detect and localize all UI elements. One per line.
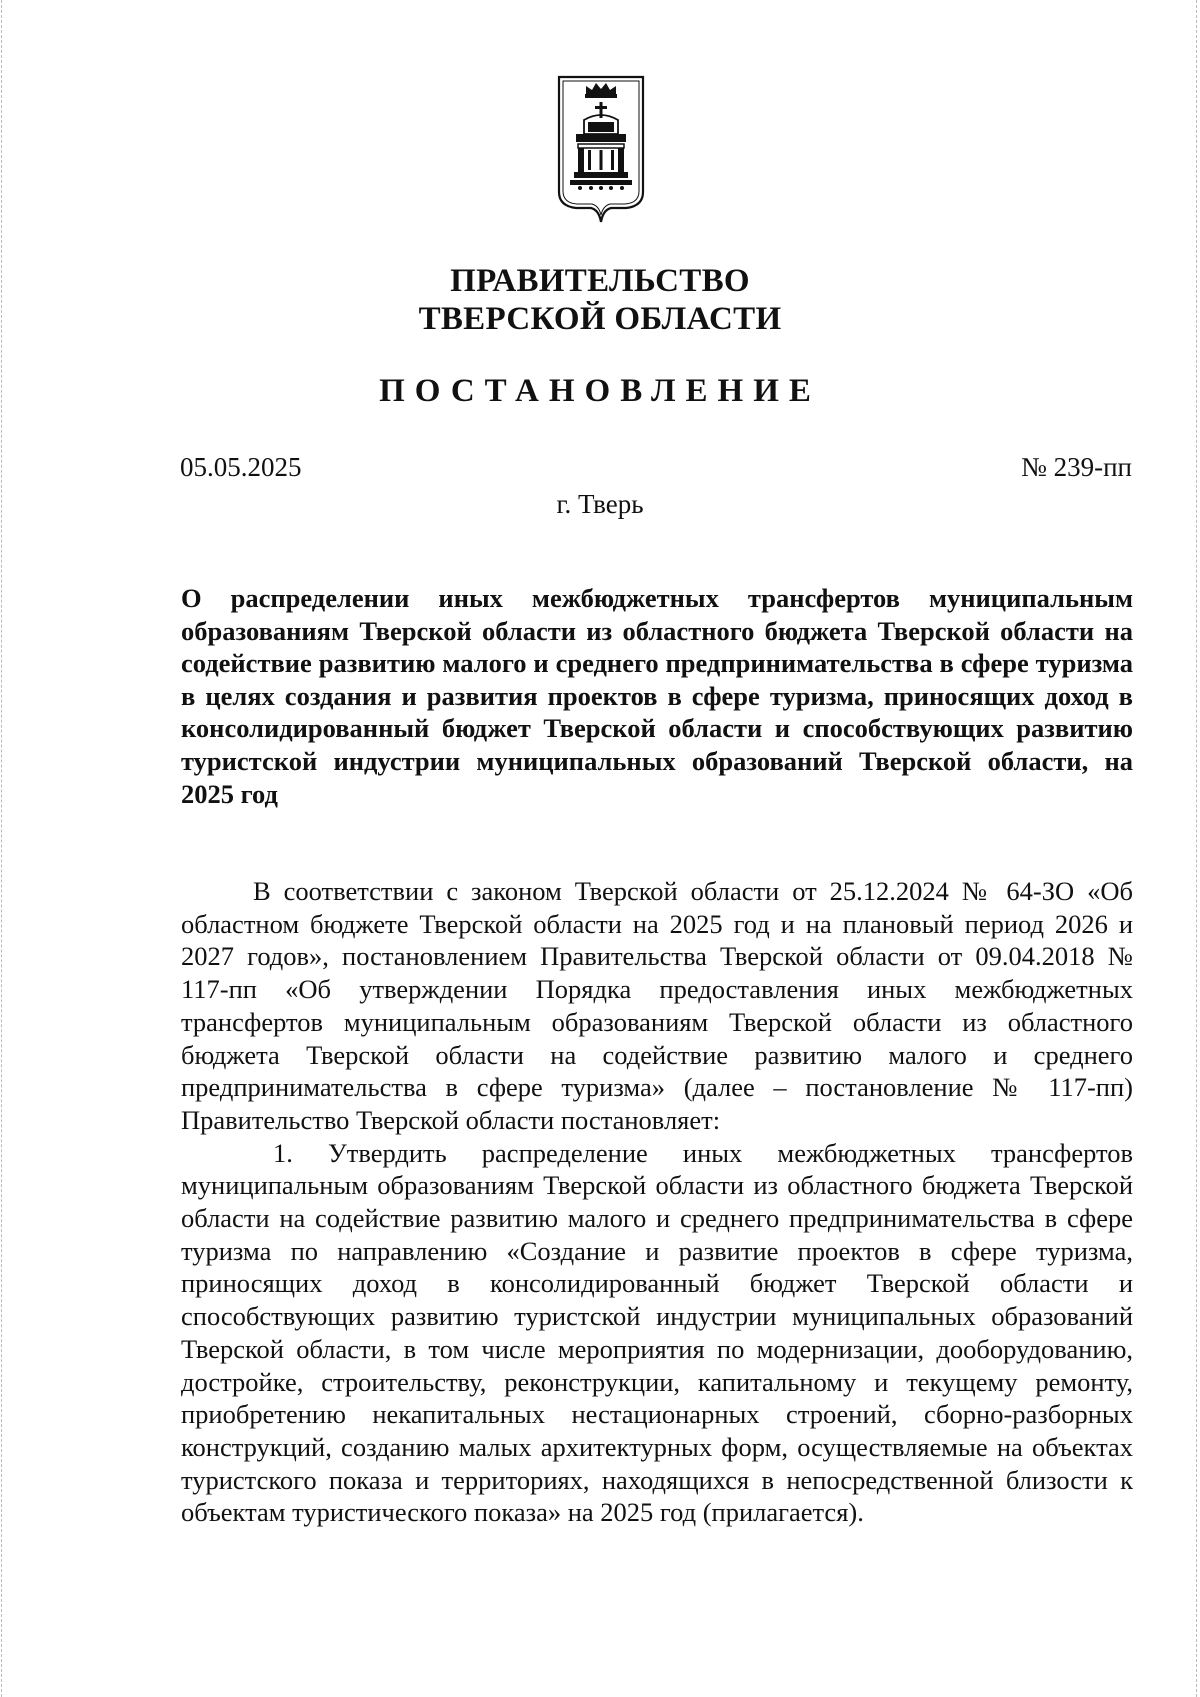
scan-edge-right [1196, 0, 1199, 1697]
scan-edge-left [1, 0, 4, 1697]
government-title-line1: ПРАВИТЕЛЬСТВО [450, 263, 750, 299]
body-item-1: 1. Утвердить распределение иных межбюджетных трансфертов муниципальным образованиям Тверской области из областного бюджета Тверской области на содействие развитию малого и среднего предпринимательства в сфере туризма по направлению «Создание и развитие проектов в сфере туризма, приносящих доход в консолидированный бюджет Тверской области и способствующих развитию туристской индустрии муниципальных образований Тверской области, в том числе мероприятия по модернизации, дооборудованию, достройке, строительству, реконструкции, капитальному и текущему ремонту, приобретению некапитальных нестационарных строений, сборно-разборных конструкций, созданию малых архитектурных форм, осуществляемые на объектах туристского показа и территориях, находящихся в непосредственной близости к объектам туристического показа» на 2025 год (прилагается). [181, 1137, 1133, 1528]
body-preamble: В соответствии с законом Тверской области от 25.12.2024 № 64-ЗО «Об областном бюджете Тверской области на 2025 год и на плановый период 2026 и 2027 годов», постановлением Правительства Тверской области от 09.04.2018 № 117-пп «Об утверждении Порядка предоставления иных межбюджетных трансфертов муниципальным образованиям Тверской области из областного бюджета Тверской области на содействие развитию малого и среднего предпринимательства в сфере туризма» (далее – постановление № 117-пп) Правительство Тверской области постановляет: [181, 876, 1133, 1135]
document-date: 05.05.2025 [180, 452, 302, 482]
document-body [181, 875, 1133, 1529]
coat-of-arms-tver-icon [556, 74, 646, 226]
document-number: № 239-пп [1021, 452, 1132, 482]
document-type-heading: ПОСТАНОВЛЕНИЕ [379, 373, 821, 409]
government-title-line2: ТВЕРСКОЙ ОБЛАСТИ [418, 301, 782, 337]
document-subject: О распределении иных межбюджетных трансфертов муниципальным образованиям Тверской области из областного бюджета Тверской области на содействие развитию малого и среднего предпринимательства в сфере туризма в целях создания и развития проектов в сфере туризма, приносящих доход в консолидированный бюджет Тверской области и способствующих развитию туристской индустрии муниципальных образований Тверской области, на 2025 год [181, 583, 1133, 809]
document-city: г. Тверь [556, 489, 644, 519]
